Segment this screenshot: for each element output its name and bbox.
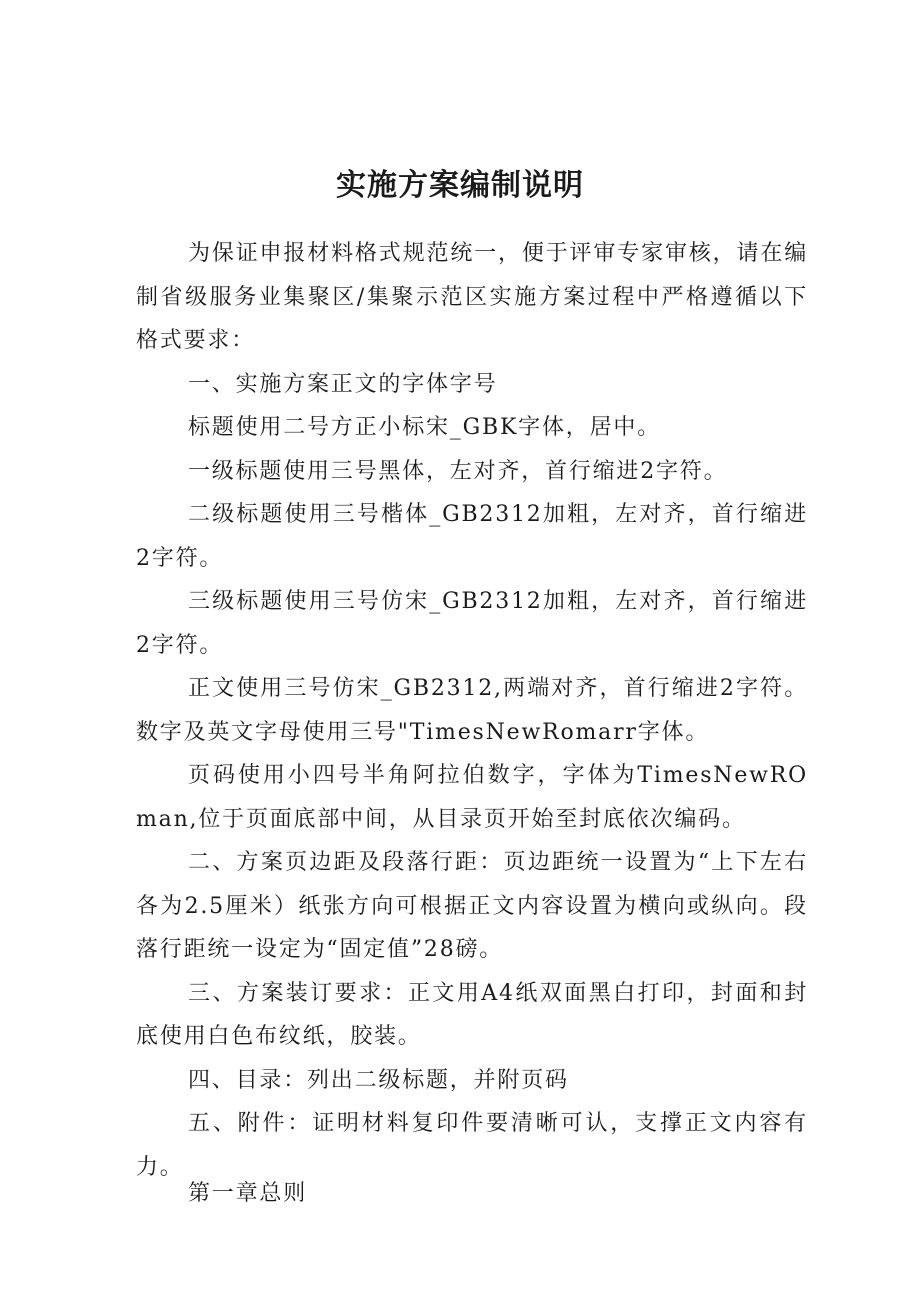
rule-title-font: 标题使用二号方正小标宋_GBK字体，居中。	[188, 415, 661, 440]
rule-level2-heading: 二级标题使用三号楷体_GB2312加粗，左对齐，首行缩进2字符。	[136, 502, 808, 571]
rule-page-number: 页码使用小四号半角阿拉伯数字，字体为TimesNewROman,位于页面底部中间，从目录页开始至封底依次编码。	[136, 763, 808, 832]
rule-level1-heading: 一级标题使用三号黑体，左对齐，首行缩进2字符。	[188, 458, 728, 484]
section-heading-font: 一、实施方案正文的字体字号	[188, 371, 498, 397]
rule-body-text: 正文使用三号仿宋_GB2312,两端对齐，首行缩进2字符。数字及英文字母使用三号"TimesNewRomarr字体。	[136, 676, 808, 745]
rule-level3-heading: 三级标题使用三号仿宋_GB2312加粗，左对齐，首行缩进2字符。	[136, 589, 808, 658]
section-margins-spacing: 二、方案页边距及段落行距：页边距统一设置为“上下左右各为2.5厘米）纸张方向可根据正文内容设置为横向或纵向。段落行距统一设定为“固定值”28磅。	[136, 850, 808, 962]
section-attachments: 五、附件：证明材料复印件要清晰可认，支撑正文内容有力。	[136, 1111, 808, 1180]
page-title: 实施方案编制说明	[336, 168, 584, 203]
intro-paragraph: 为保证申报材料格式规范统一，便于评审专家审核，请在编制省级服务业集聚区/集聚示范区实施方案过程中严格遵循以下格式要求：	[136, 241, 808, 353]
section-binding: 三、方案装订要求：正文用A4纸双面黑白打印，封面和封底使用白色布纹纸，胶装。	[136, 980, 808, 1049]
chapter-heading: 第一章总则	[188, 1181, 308, 1206]
section-contents: 四、目录：列出二级标题，并附页码	[188, 1067, 569, 1093]
document-body	[136, 232, 808, 1213]
